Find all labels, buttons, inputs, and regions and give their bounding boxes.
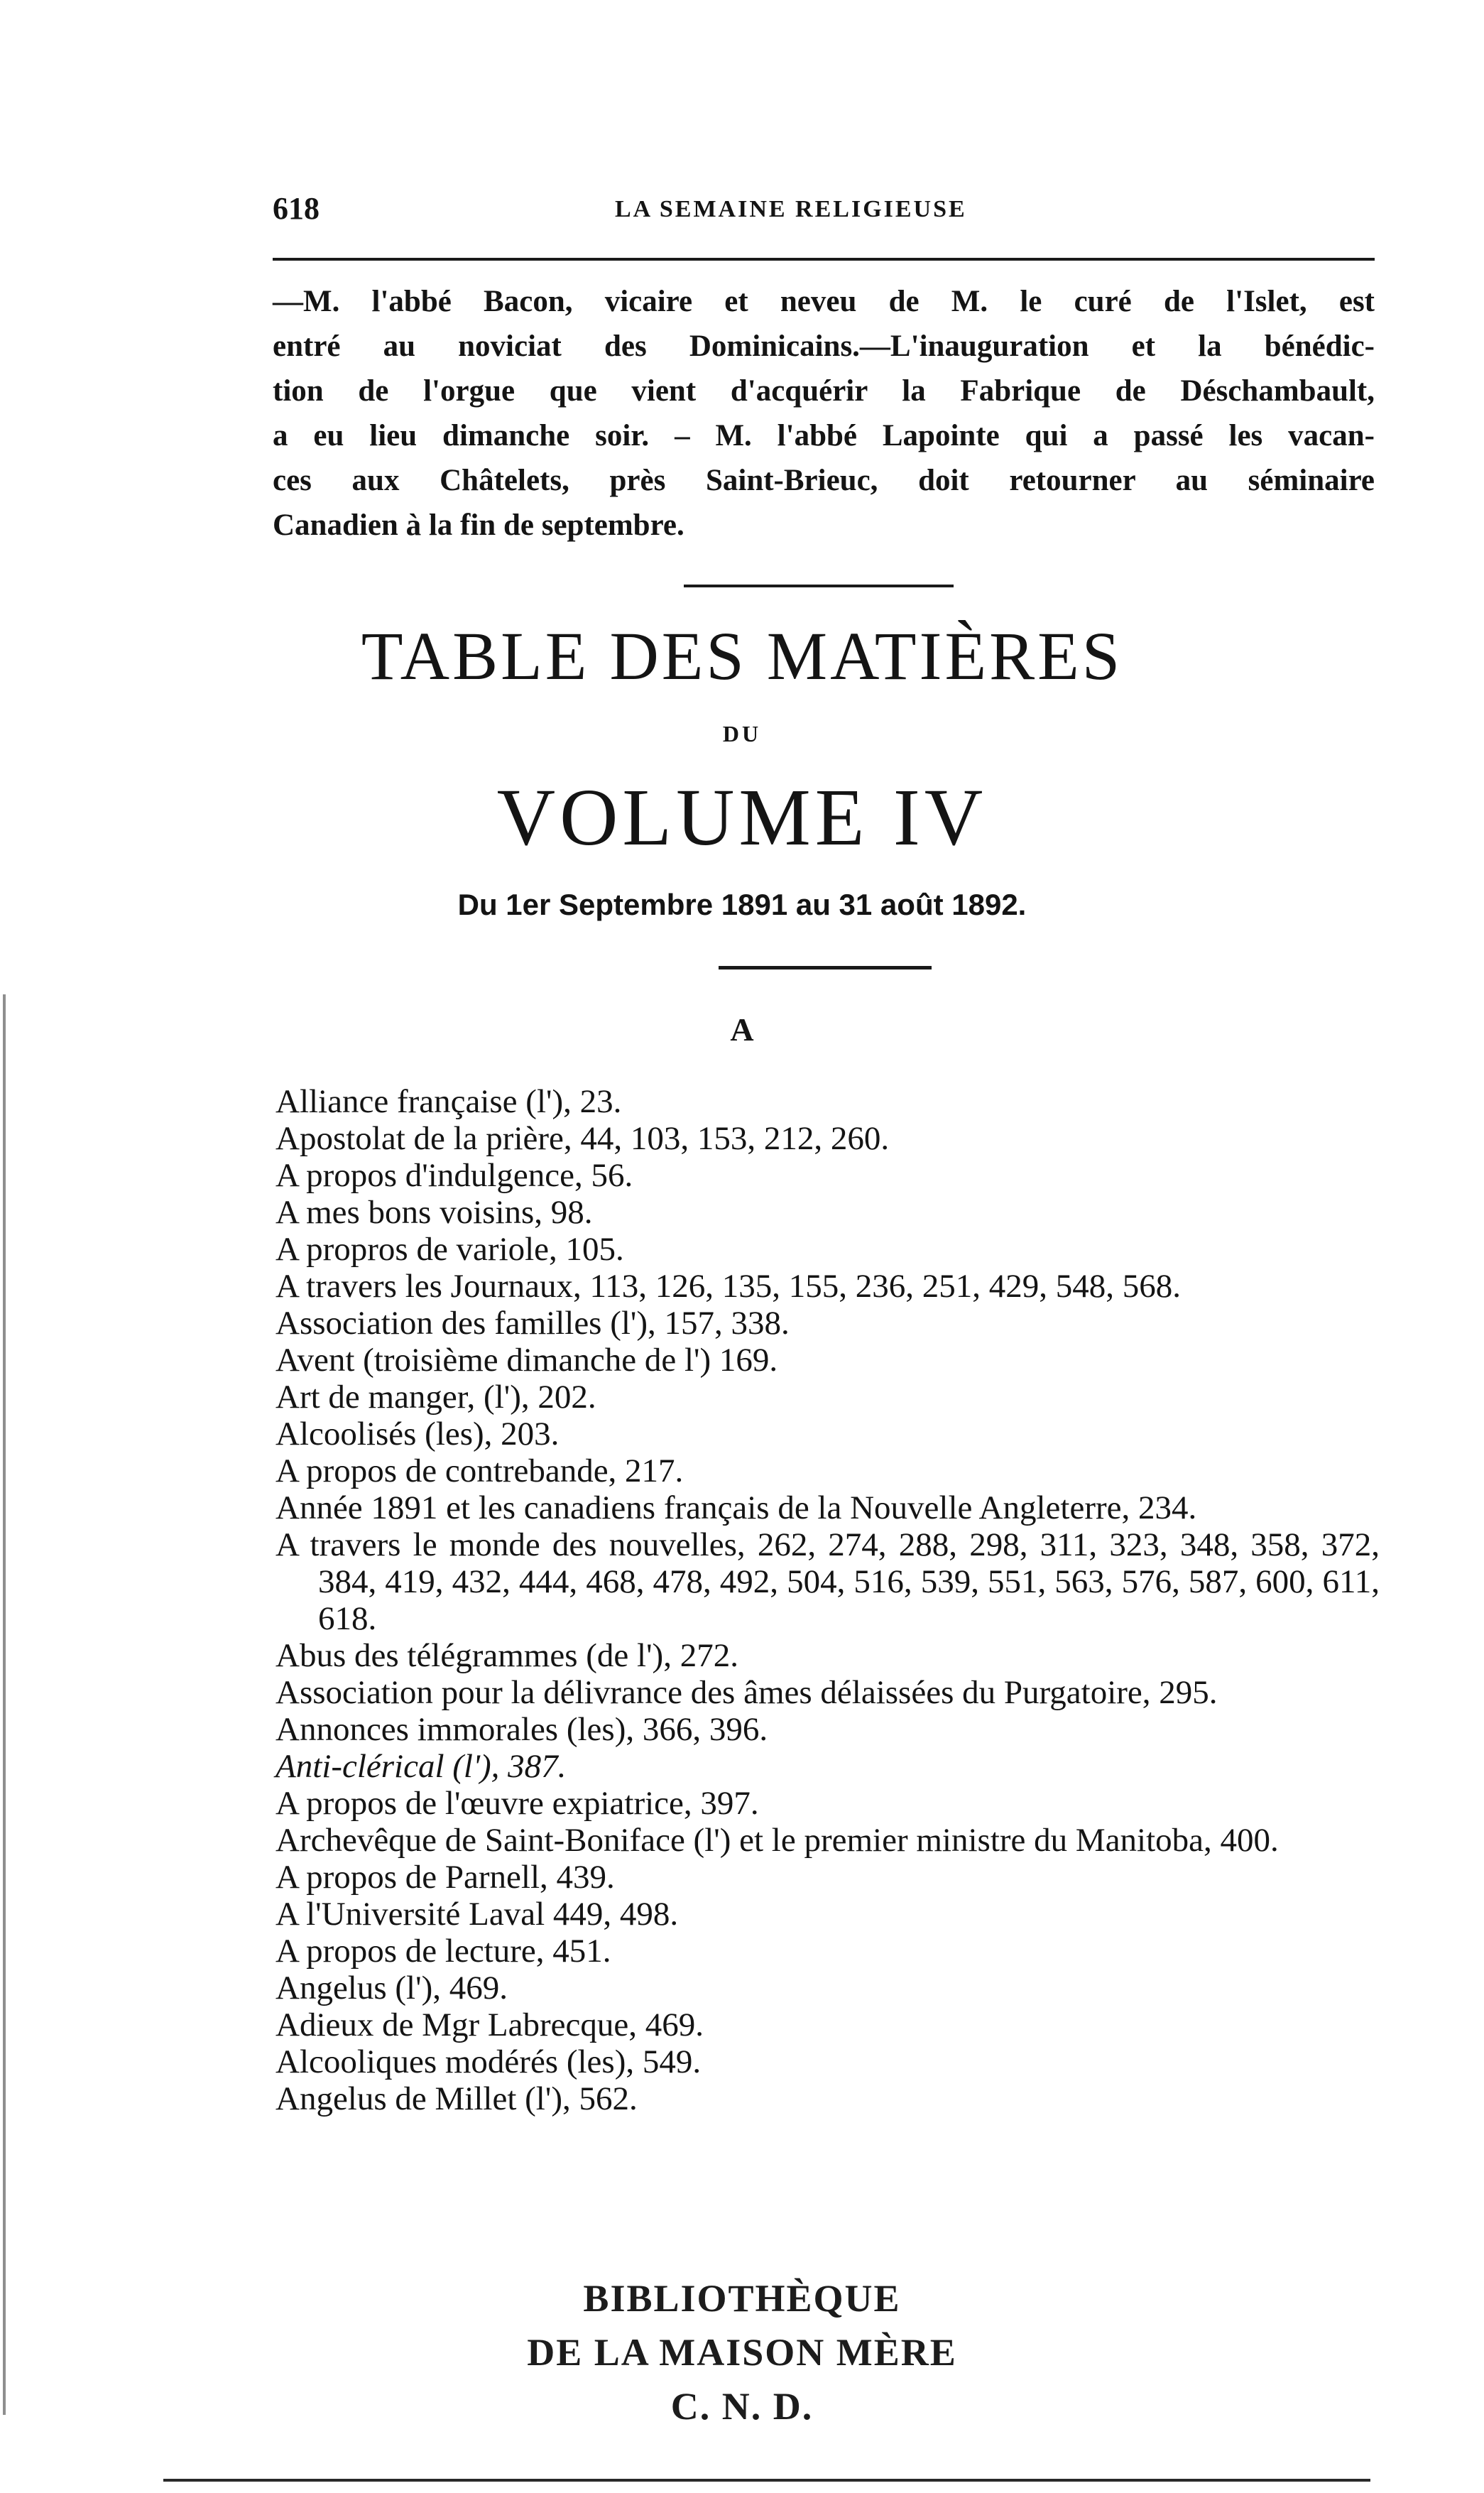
volume-title: VOLUME IV — [496, 772, 988, 862]
stamp-line: DE LA MAISON MÈRE — [527, 2331, 957, 2374]
news-paragraph — [273, 279, 1375, 548]
toc-entry: A travers les Journaux, 113, 126, 135, 155, 236, 251, 429, 548, 568. — [275, 1268, 1181, 1305]
news-line: —M. l'abbé Bacon, vicaire et neveu de M. le curé de l'Islet, est — [273, 285, 1375, 318]
toc-entry: A propos d'indulgence, 56. — [275, 1157, 633, 1194]
margin-scan-edge — [3, 994, 6, 2415]
toc-entry: A propos de contrebande, 217. — [275, 1452, 684, 1489]
page-number: 618 — [273, 191, 320, 226]
toc-entry: Art de manger, (l'), 202. — [275, 1379, 596, 1416]
date-range: Du 1er Septembre 1891 au 31 août 1892. — [457, 888, 1027, 921]
toc-entries — [275, 1083, 1380, 2117]
toc-entry: Angelus de Millet (l'), 562. — [275, 2080, 638, 2117]
bottom-rule — [163, 2479, 1370, 2482]
toc-entry: Alcoolisés (les), 203. — [275, 1416, 560, 1452]
library-stamp — [0, 2276, 1484, 2438]
toc-entry: Avent (troisième dimanche de l') 169. — [275, 1342, 778, 1379]
toc-entry: A propros de variole, 105. — [275, 1231, 624, 1268]
section-divider — [684, 585, 954, 587]
toc-entry: Alliance française (l'), 23. — [275, 1083, 622, 1120]
running-title: LA SEMAINE RELIGIEUSE — [615, 196, 967, 222]
toc-entry: Archevêque de Saint-Boniface (l') et le premier ministre du Manitoba, 400. — [275, 1822, 1279, 1859]
news-line: entré au noviciat des Dominicains.—L'inauguration et la bénédic- — [273, 330, 1375, 363]
toc-entry: A propos de l'œuvre expiatrice, 397. — [275, 1785, 759, 1822]
toc-entry: Angelus (l'), 469. — [275, 1970, 508, 2006]
toc-entry: Abus des télégrammes (de l'), 272. — [275, 1637, 738, 1674]
toc-entry: A mes bons voisins, 98. — [275, 1194, 593, 1231]
toc-entry: A l'Université Laval 449, 498. — [275, 1896, 679, 1933]
stamp-line: C. N. D. — [670, 2385, 814, 2428]
toc-entry: Adieux de Mgr Labrecque, 469. — [275, 2006, 704, 2043]
toc-entry: A travers le monde des nouvelles, 262, 274, 288, 298, 311, 323, 348, 358, 372, 384, 419, 432, 444, 468, 478, 492, 504, 516, 539, 551, 563, 576, 587, 600, 611, 618. — [275, 1526, 1380, 1637]
ornament-rule — [719, 966, 932, 970]
toc-entry: A propos de Parnell, 439. — [275, 1859, 615, 1896]
toc-entry: A propos de lecture, 451. — [275, 1933, 611, 1970]
toc-du: DU — [722, 721, 762, 746]
toc-entry: Association des familles (l'), 157, 338. — [275, 1305, 790, 1342]
news-line: Canadien à la fin de septembre. — [273, 509, 684, 542]
toc-title: TABLE DES MATIÈRES — [361, 618, 1123, 694]
page-header — [267, 190, 1375, 233]
stamp-line: BIBLIOTHÈQUE — [583, 2277, 901, 2320]
news-line: ces aux Châtelets, près Saint-Brieuc, doit retourner au séminaire — [273, 464, 1375, 497]
toc-entry: Année 1891 et les canadiens français de la Nouvelle Angleterre, 234. — [275, 1489, 1197, 1526]
toc-entry: Apostolat de la prière, 44, 103, 153, 212, 260. — [275, 1120, 890, 1157]
news-line: a eu lieu dimanche soir. – M. l'abbé Lapointe qui a passé les vacan- — [273, 419, 1375, 452]
toc-entry: Anti-clérical (l'), 387. — [275, 1748, 567, 1785]
toc-entry: Association pour la délivrance des âmes délaissées du Purgatoire, 295. — [275, 1674, 1218, 1711]
header-rule — [273, 258, 1375, 261]
toc-entry: Annonces immorales (les), 366, 396. — [275, 1711, 768, 1748]
toc-entry: Alcooliques modérés (les), 549. — [275, 2043, 702, 2080]
news-line: tion de l'orgue que vient d'acquérir la Fabrique de Déschambault, — [273, 374, 1375, 408]
letter-heading: A — [730, 1011, 754, 1048]
